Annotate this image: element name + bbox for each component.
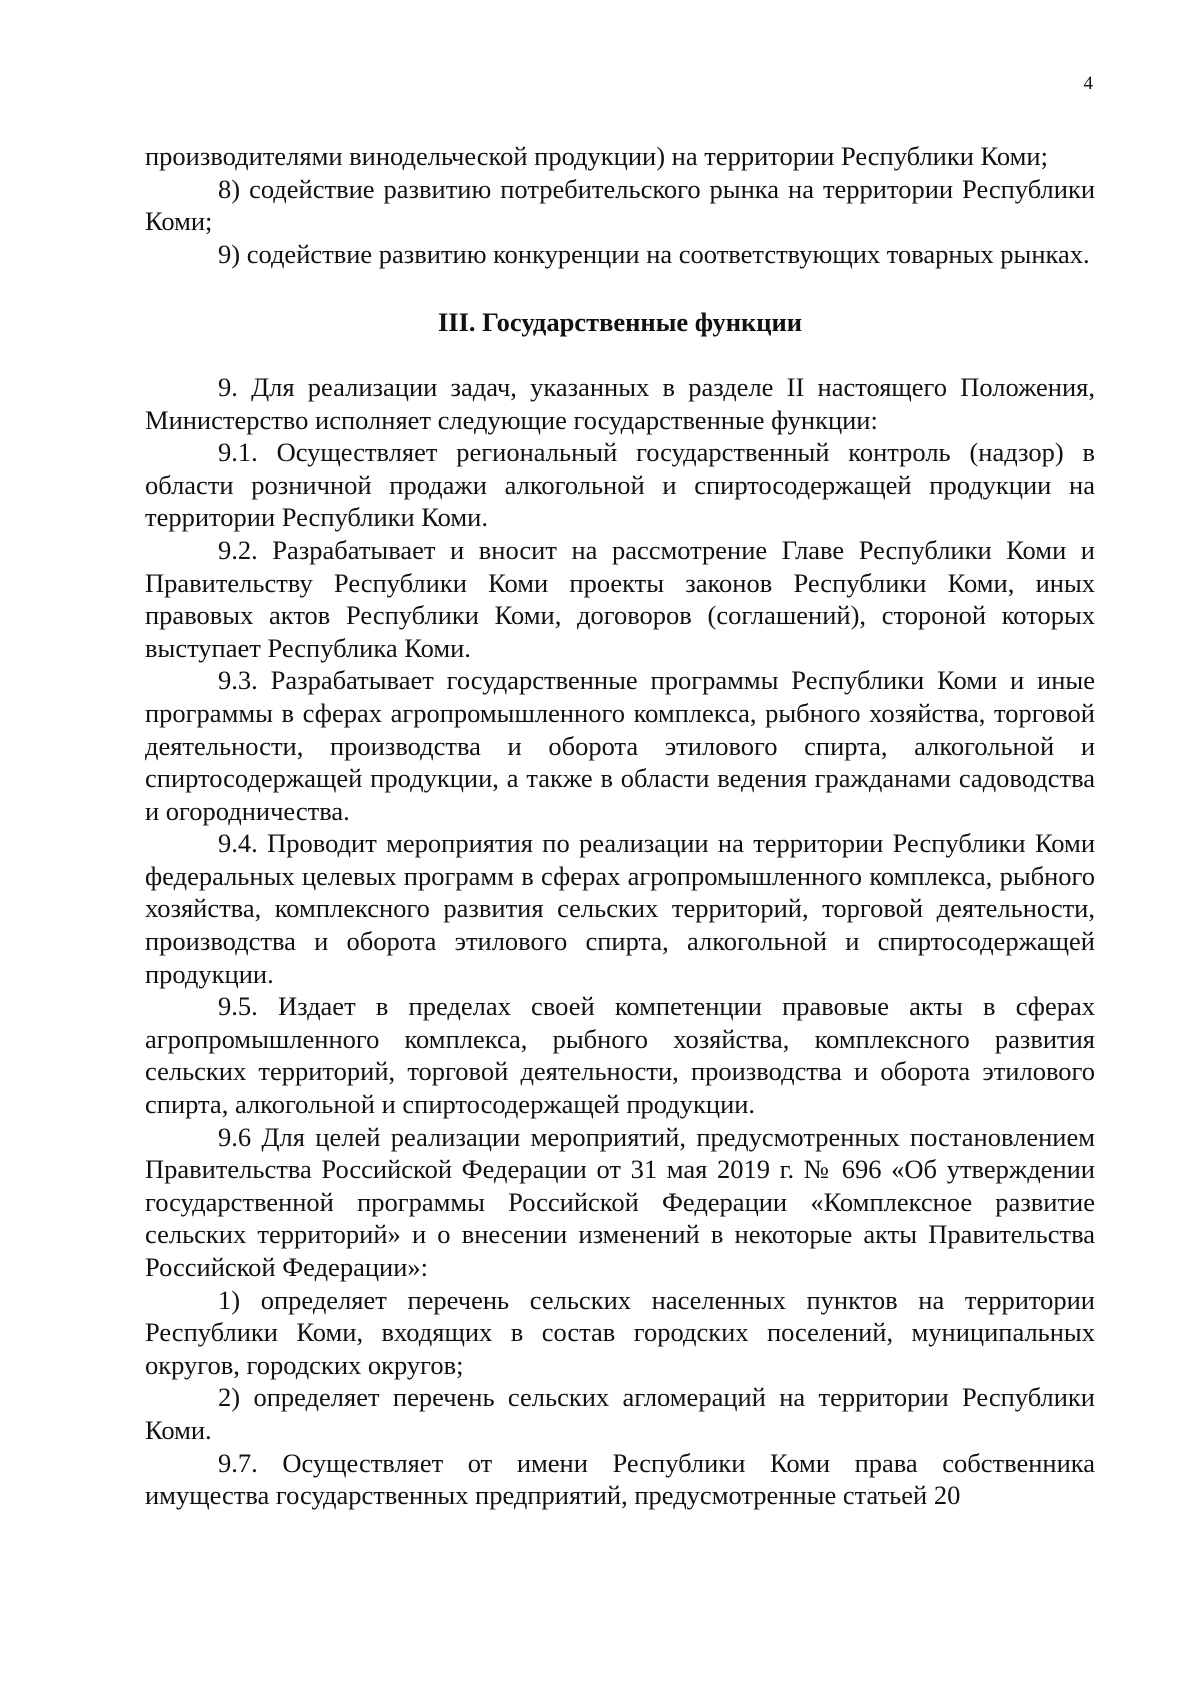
paragraph-9: 9. Для реализации задач, указанных в разделе II настоящего Положения, Министерство исполняет следующие государственные функции: (145, 371, 1095, 435)
paragraph-9-5: 9.5. Издает в пределах своей компетенции правовые акты в сферах агропромышленного комплекса, рыбного хозяйства, комплексного развития сельских территорий, торговой деятельности, производства и оборота этилового спирта, алкогольной и спиртосодержащей продукции. (145, 991, 1095, 1120)
paragraph-9-6-item-1: 1) определяет перечень сельских населенных пунктов на территории Республики Коми, входящих в состав городских поселений, муниципальных округов, городских округов; (145, 1284, 1095, 1380)
page-number: 4 (1083, 73, 1093, 94)
paragraph-continuation: производителями винодельческой продукции) на территории Республики Коми; (145, 141, 1048, 171)
section-heading: III. Государственные функции (437, 307, 803, 338)
paragraph-9-4: 9.4. Проводит мероприятия по реализации на территории Республики Коми федеральных целевых программ в сферах агропромышленного комплекса, рыбного хозяйства, комплексного развития сельских территорий, торговой деятельности, производства и оборота этилового спирта, алкогольной и спиртосодержащей продукции. (145, 828, 1095, 989)
paragraph-item-8: 8) содействие развитию потребительского рынка на территории Республики Коми; (145, 173, 1095, 237)
document-body (145, 140, 1095, 1512)
paragraph-9-6: 9.6 Для целей реализации мероприятий, предусмотренных постановлением Правительства Российской Федерации от 31 мая 2019 г. № 696 «Об утверждении государственной программы Российской Федерации «Комплексное развитие сельских территорий» и о внесении изменений в некоторые акты Правительства Российской Федерации»: (145, 1121, 1095, 1282)
paragraph-9-2: 9.2. Разрабатывает и вносит на рассмотрение Главе Республики Коми и Правительству Республики Коми проекты законов Республики Коми, иных правовых актов Республики Коми, договоров (соглашений), стороной которых выступает Республика Коми. (145, 534, 1095, 663)
paragraph-9-1: 9.1. Осуществляет региональный государственный контроль (надзор) в области розничной продажи алкогольной и спиртосодержащей продукции на территории Республики Коми. (145, 437, 1095, 533)
paragraph-9-6-item-2: 2) определяет перечень сельских агломераций на территории Республики Коми. (145, 1382, 1095, 1445)
paragraph-9-3: 9.3. Разрабатывает государственные программы Республики Коми и иные программы в сферах агропромышленного комплекса, рыбного хозяйства, торговой деятельности, производства и оборота этилового спирта, алкогольной и спиртосодержащей продукции, а также в области ведения гражданами садоводства и огородничества. (145, 665, 1095, 826)
paragraph-9-7: 9.7. Осуществляет от имени Республики Коми права собственника имущества государственных предприятий, предусмотренные статьей 20 (145, 1447, 1095, 1511)
paragraph-item-9: 9) содействие развитию конкуренции на соответствующих товарных рынках. (218, 238, 1090, 269)
